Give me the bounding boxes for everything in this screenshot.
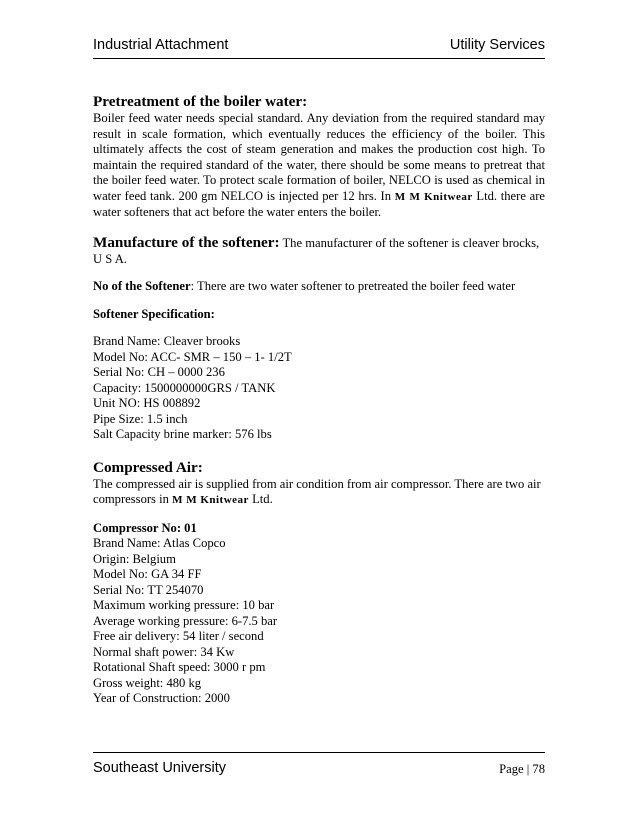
compressor-line: Model No: GA 34 FF [93, 567, 202, 581]
spec-line: Brand Name: Cleaver brooks [93, 334, 241, 348]
softener-count-paragraph [93, 279, 545, 295]
page-number: Page | 78 [499, 762, 545, 776]
section-heading-manufacture: Manufacture of the softener: [93, 233, 280, 251]
footer-rule [93, 752, 545, 753]
compressor-line: Gross weight: 480 kg [93, 675, 202, 690]
section-heading-pretreatment: Pretreatment of the boiler water: [93, 93, 308, 110]
compressor-line: Normal shaft power: 34 Kw [93, 644, 235, 659]
header-right: Utility Services [449, 37, 545, 53]
compressor-spec-list [93, 536, 545, 707]
spec-line: Model No: ACC- SMR – 150 – 1- 1/2T [93, 349, 292, 364]
compressed-air-text-end: Ltd. [248, 492, 273, 506]
compressor-line: Rotational Shaft speed: 3000 r pm [93, 660, 266, 674]
softener-spec-list [93, 334, 545, 443]
compressor-line: Origin: Belgium [93, 551, 176, 566]
softener-count-text: : There are two water softener to pretreated the boiler feed water [190, 279, 516, 293]
compressor-line: Average working pressure: 6-7.5 bar [93, 613, 278, 628]
footer-left: Southeast University [93, 760, 226, 776]
compressed-air-text: The compressed air is supplied from air condition from air compressor. There are two air compressors in [93, 476, 541, 506]
spec-line: Unit NO: HS 008892 [93, 396, 201, 410]
manufacture-text: The manufacturer of the softener is cleaver brocks, U S A. [93, 235, 540, 266]
spec-line: Capacity: 1500000000GRS / TANK [93, 380, 276, 395]
pretreatment-text-end: Ltd. there are water softeners that act before the water enters the boiler. [93, 188, 546, 219]
compressed-air-paragraph [93, 477, 545, 509]
header-left: Industrial Attachment [93, 37, 229, 53]
compressor-line: Maximum working pressure: 10 bar [93, 598, 275, 612]
compressor-line: Brand Name: Atlas Copco [93, 536, 226, 550]
section-heading-compressed-air: Compressed Air: [93, 458, 203, 476]
softener-count-label: No of the Softener [93, 279, 191, 293]
spec-line: Salt Capacity brine marker: 576 lbs [93, 427, 272, 441]
compressor-line: Year of Construction: 2000 [93, 691, 230, 705]
header-rule [93, 58, 545, 59]
compressor-heading: Compressor No: 01 [93, 520, 197, 535]
manufacture-paragraph [93, 233, 545, 268]
spec-line: Pipe Size: 1.5 inch [93, 411, 188, 426]
spec-line: Serial No: CH – 0000 236 [93, 365, 225, 379]
company-name: M M Knitwear [172, 494, 249, 506]
page-content [93, 92, 545, 707]
pretreatment-text: Boiler feed water needs special standard. Any deviation from the required standard may result in scale formation, which eventually reduces the efficiency of the boiler. This ultimately affects the cost of steam generation and makes the production cost high. To maintain the required standard of the water, there should be some means to pretreat that the boiler feed water. To protect scale formation of boiler, NELCO is used as chemical in water feed tank. 200 gm NELCO is injected per 12 hrs. In [93, 111, 545, 203]
company-name: M M Knitwear [394, 190, 473, 203]
compressor-line: Free air delivery: 54 liter / second [93, 629, 264, 643]
compressor-line: Serial No: TT 254070 [93, 582, 204, 597]
pretreatment-paragraph [93, 111, 545, 221]
softener-spec-heading: Softener Specification: [93, 306, 215, 321]
